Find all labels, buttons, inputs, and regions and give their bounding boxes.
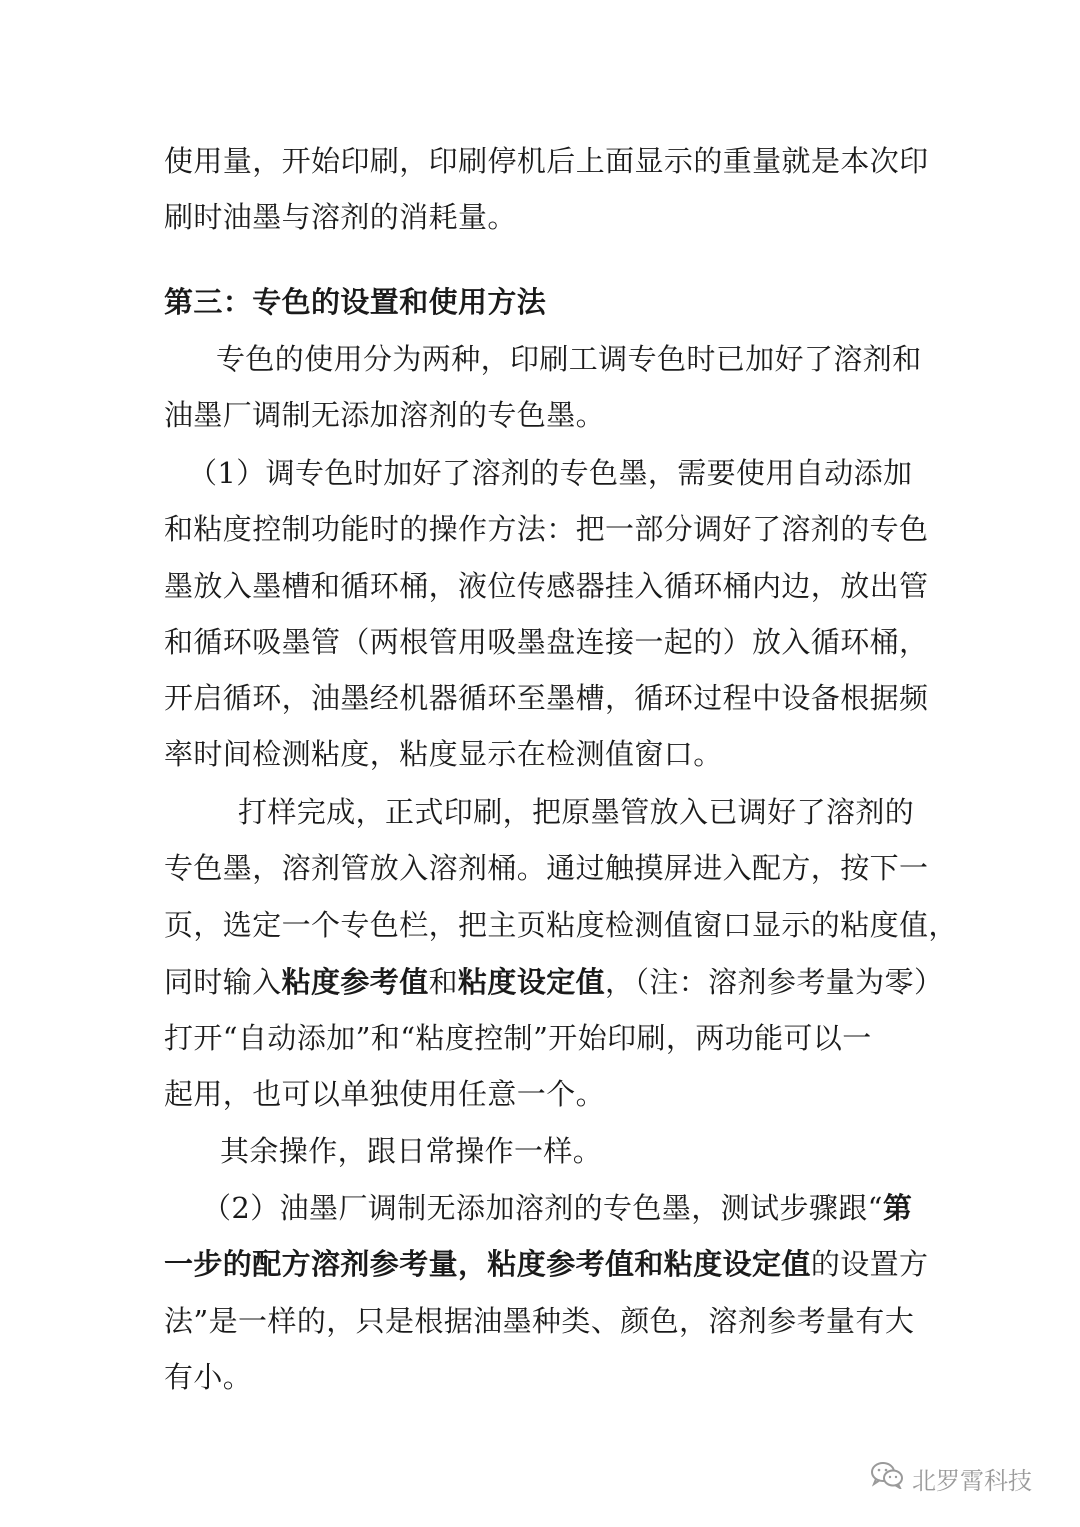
text-char: ， — [252, 144, 282, 178]
watermark-text: 北罗霄科技 — [912, 1466, 1032, 1495]
paragraph-6-line-1 — [202, 1188, 962, 1228]
text-char: 后 — [546, 144, 576, 178]
text-char: 用 — [193, 144, 223, 178]
text-span: ，（注：溶剂参考量为零） — [605, 965, 944, 999]
paragraph-2-line-1: 专色的使用分为两种，印刷工调专色时已加好了溶剂和 — [216, 342, 922, 376]
paragraph-2-line-2: 油墨厂调制无添加溶剂的专色墨。 — [164, 398, 606, 432]
bold-term: 第 — [882, 1191, 913, 1225]
text-char: 量 — [222, 144, 253, 178]
paragraph-4-line-6: 起用，也可以单独使用任意一个。 — [164, 1077, 606, 1111]
bold-term-formula-settings: 一步的配方溶剂参考量，粘度参考值和粘度设定值 — [164, 1247, 811, 1281]
text-char: 面 — [605, 144, 635, 178]
text-span: 和 — [428, 965, 459, 999]
text-span — [164, 141, 929, 181]
text-char: ， — [399, 144, 429, 178]
text-char: 使 — [164, 144, 194, 178]
text-char: 机 — [516, 144, 547, 178]
bold-term-viscosity-reference: 粘度参考值 — [281, 965, 429, 999]
paragraph-1-line-2: 刷时油墨与溶剂的消耗量。 — [164, 200, 517, 234]
paragraph-5-line-1: 其余操作，跟日常操作一样。 — [220, 1134, 603, 1168]
text-char: 印 — [340, 144, 370, 178]
paragraph-4-line-2: 专色墨，溶剂管放入溶剂桶。通过触摸屏进入配方，按下一 — [164, 851, 929, 885]
paragraph-4-line-5: 打开“自动添加”和“粘度控制”开始印刷，两功能可以一 — [164, 1021, 872, 1055]
text-char: 印 — [428, 144, 459, 178]
text-char: 次 — [869, 144, 900, 178]
text-char: 本 — [840, 144, 870, 178]
bold-term-viscosity-setpoint: 粘度设定值 — [458, 965, 606, 999]
paragraph-3-line-1: （1）调专色时加好了溶剂的专色墨，需要使用自动添加 — [188, 456, 913, 490]
text-char: 上 — [575, 144, 606, 178]
section-heading: 第三：专色的设置和使用方法 — [164, 285, 547, 319]
paragraph-3-line-3: 墨放入墨槽和循环桶，液位传感器挂入循环桶内边，放出管 — [164, 569, 929, 603]
text-char: 就 — [781, 144, 811, 178]
paragraph-1-line-1 — [164, 141, 929, 181]
text-char: 刷 — [369, 144, 400, 178]
text-span: （2）油墨厂调制无添加溶剂的专色墨，测试步骤跟“ — [202, 1191, 883, 1225]
text-char: 开 — [281, 144, 312, 178]
text-char: 量 — [752, 144, 782, 178]
paragraph-4-line-1: 打样完成，正式印刷，把原墨管放入已调好了溶剂的 — [238, 795, 915, 829]
text-span: 同时输入 — [164, 965, 282, 999]
text-char: 印 — [899, 144, 929, 178]
text-char: 始 — [311, 144, 341, 178]
paragraph-4-line-4 — [164, 962, 944, 1002]
wechat-icon — [870, 1461, 912, 1495]
paragraph-6-line-2 — [164, 1244, 929, 1284]
paragraph-3-line-4: 和循环吸墨管（两根管用吸墨盘连接一起的）放入循环桶， — [164, 625, 929, 659]
paragraph-3-line-5: 开启循环，油墨经机器循环至墨槽，循环过程中设备根据频 — [164, 681, 929, 715]
text-char: 重 — [722, 144, 753, 178]
text-char: 显 — [634, 144, 664, 178]
paragraph-6-line-4: 有小。 — [164, 1360, 253, 1394]
text-char: 的 — [693, 144, 723, 178]
text-char: 刷 — [458, 144, 488, 178]
text-char: 停 — [487, 144, 517, 178]
text-char: 示 — [663, 144, 694, 178]
paragraph-6-line-3: 法”是一样的，只是根据油墨种类、颜色，溶剂参考量有大 — [164, 1304, 915, 1338]
paragraph-3-line-6: 率时间检测粘度，粘度显示在检测值窗口。 — [164, 737, 723, 771]
text-span: 的设置方 — [810, 1247, 929, 1281]
paragraph-4-line-3: 页，选定一个专色栏，把主页粘度检测值窗口显示的粘度值， — [164, 908, 958, 942]
paragraph-3-line-2: 和粘度控制功能时的操作方法：把一部分调好了溶剂的专色 — [164, 512, 929, 546]
watermark — [870, 1458, 1032, 1498]
text-char: 是 — [810, 144, 841, 178]
